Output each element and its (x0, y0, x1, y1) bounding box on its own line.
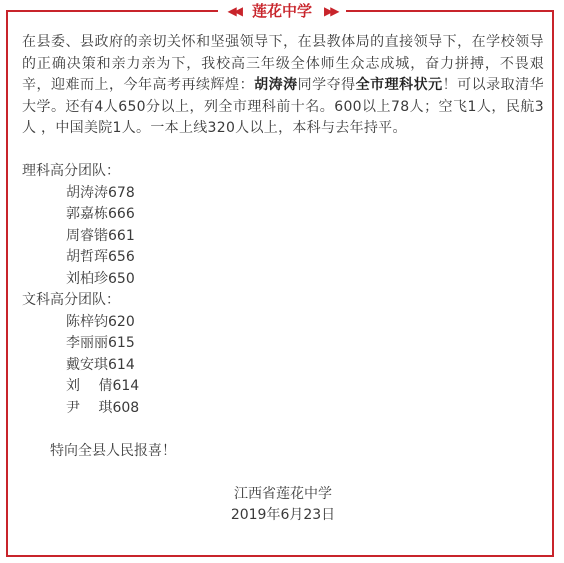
top-student-name: 胡涛涛 (254, 77, 298, 93)
closing-line: 特向全县人民报喜！ (50, 442, 176, 459)
science-member: 刘柏珍650 (66, 270, 135, 287)
science-member: 郭嘉栋666 (66, 206, 135, 222)
intro-text-b: 同学夺得 (297, 77, 356, 93)
intro-text-c: ！可以录取清华大学。还有4人650分以上，列全市理科前十名。600以上78人；空飞1人，民航3人 ，中国美院1人。一本上线320人以上，本科与去年持平。 (22, 77, 544, 136)
honor-title: 全市理科状元 (355, 77, 443, 93)
spacer (22, 462, 544, 484)
header-title: 莲花中学 (251, 2, 312, 20)
spacer (22, 140, 544, 162)
chevron-left-icon: ◀◀ (227, 4, 240, 18)
arts-member: 尹 琪608 (66, 399, 140, 416)
science-member: 胡哲珲656 (66, 249, 135, 265)
arts-member: 刘 倩614 (66, 378, 140, 394)
arts-member: 戴安琪614 (66, 356, 135, 373)
announcement-body (22, 32, 544, 527)
intro-text-a: 在县委、县政府的亲切关怀和坚强领导下，在县教体局的直接领导下，在学校领导的正确决策和亲力亲为下，我校高三年级全体师生众志成城，奋力拼搏，不畏艰辛，迎难而上，今年高考再续辉煌： (22, 34, 544, 93)
chevron-right-icon: ▶▶ (324, 4, 337, 18)
arts-member: 李丽丽615 (66, 335, 135, 351)
arts-team-heading: 文科高分团队： (22, 292, 120, 308)
intro-paragraph (22, 32, 544, 140)
science-team-heading: 理科高分团队： (22, 163, 120, 179)
signature-school: 江西省莲花中学 (234, 485, 332, 502)
signature-date: 2019年6月23日 (230, 507, 336, 523)
header-inner (218, 0, 347, 22)
science-member: 胡涛涛678 (66, 184, 135, 201)
science-member: 周睿锴661 (66, 227, 135, 244)
spacer (22, 419, 544, 441)
arts-member: 陈梓钧620 (66, 313, 135, 330)
header-banner (0, 0, 564, 22)
